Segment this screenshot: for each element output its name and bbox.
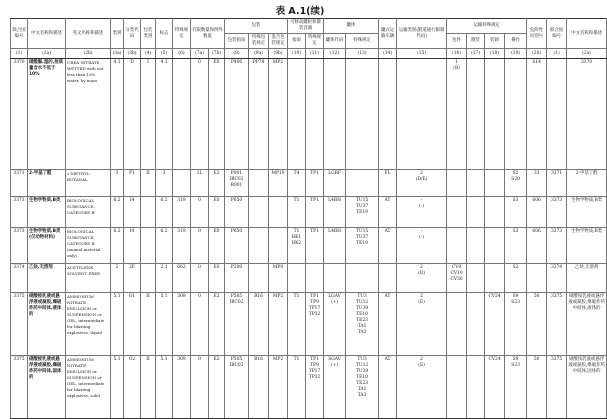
table-cell: 3 bbox=[111, 169, 124, 196]
table-cell: 662 bbox=[173, 263, 191, 292]
table-cell bbox=[141, 196, 156, 227]
table-cell: 309 bbox=[173, 355, 191, 418]
table-cell: MP2 bbox=[269, 59, 288, 170]
table-cell: II bbox=[141, 292, 156, 355]
table-cell bbox=[547, 59, 567, 170]
table-cell: 319 bbox=[173, 196, 191, 227]
header-un-no: 联合国编号 bbox=[11, 19, 28, 49]
table-row bbox=[11, 196, 607, 227]
table-cell: TP1 bbox=[306, 227, 324, 263]
table-cell: AMMONIUM NITRATE EMULSION or SUSPENSION or GEL, intermediate for blasting explosives, solid bbox=[66, 355, 111, 418]
table-cell: 3373 bbox=[11, 227, 28, 263]
table-cell bbox=[485, 169, 505, 196]
table-cell: 4.1 bbox=[111, 59, 124, 170]
table-cell: 3375 bbox=[547, 292, 567, 355]
table-cell bbox=[447, 169, 467, 196]
table-cell: TP1 bbox=[306, 196, 324, 227]
table-cell bbox=[447, 196, 467, 227]
table-row bbox=[11, 263, 607, 292]
table-cell-tank-special: TU3 TU12 TU39 TE10 TE23 TA1 TA3 bbox=[346, 292, 379, 355]
table-cell: 3374 bbox=[11, 263, 28, 292]
table-cell: S2 bbox=[505, 263, 527, 292]
header-pack-special: 特殊包装规定 bbox=[249, 34, 269, 49]
header-tank-instructions: 指南 bbox=[288, 34, 306, 49]
table-cell: T4 bbox=[288, 169, 306, 196]
table-cell: ACETYLENE, SOLVENT FREE bbox=[66, 263, 111, 292]
table-cell bbox=[173, 169, 191, 196]
table-cell: 606 bbox=[527, 227, 547, 263]
table-cell: MP9 bbox=[269, 263, 288, 292]
table-cell: 6.2 bbox=[156, 227, 173, 263]
header-tank-code: 罐体代码 bbox=[324, 34, 346, 49]
header-tank-special: 特殊规定 bbox=[306, 34, 324, 49]
header-classification-code: 分类代码 bbox=[124, 19, 141, 49]
table-cell: 33 bbox=[527, 169, 547, 196]
header-un-no-2: 联合国编号 bbox=[547, 19, 567, 49]
table-cell-tank-special: TU15 TU37 TE19 bbox=[346, 227, 379, 263]
column-number: (11) bbox=[306, 49, 324, 59]
table-row bbox=[11, 59, 607, 170]
table-cell: L4BH bbox=[324, 196, 346, 227]
table-cell: 3373 bbox=[11, 196, 28, 227]
table-cell: T1 BK1 BK2 bbox=[288, 227, 306, 263]
table-cell: - (-) bbox=[397, 196, 447, 227]
table-cell bbox=[505, 59, 527, 170]
table-cell: AT bbox=[379, 292, 397, 355]
table-cell: S3 bbox=[505, 196, 527, 227]
table-cell: T1 bbox=[288, 355, 306, 418]
table-cell: TP1 TP9 TP17 TP32 bbox=[306, 355, 324, 418]
header-cn-name: 中文名称和描述 bbox=[28, 19, 66, 49]
table-cell: S2 S20 bbox=[505, 169, 527, 196]
header-operation: 操作 bbox=[505, 34, 527, 49]
table-cell-tank-special bbox=[346, 59, 379, 170]
table-cell bbox=[527, 263, 547, 292]
column-number: (6) bbox=[173, 49, 191, 59]
header-transport-category: 运输类别(隧道通行限制代码) bbox=[397, 19, 447, 49]
header-class: 类别 bbox=[111, 19, 124, 49]
table-row bbox=[11, 169, 607, 196]
table-cell: SGAV (+) bbox=[324, 355, 346, 418]
column-number: (4) bbox=[141, 49, 156, 59]
column-number: (12) bbox=[324, 49, 346, 59]
table-cell: 0 bbox=[191, 227, 209, 263]
table-cell: AMMONIUM NITRATE EMULSION or SUSPENSION or GEL, intermediate for blasting explosives, liquid bbox=[66, 292, 111, 355]
table-cell bbox=[141, 227, 156, 263]
column-number: (19) bbox=[505, 49, 527, 59]
header-hazard-id: 危险性识别号 bbox=[527, 19, 547, 49]
table-cell: TP1 TP9 TP17 TP32 bbox=[306, 292, 324, 355]
table-cell bbox=[269, 227, 288, 263]
table-cell: 2 (D) bbox=[397, 263, 447, 292]
table-cell: LGAV (+) bbox=[324, 292, 346, 355]
header-packages: 包件 bbox=[447, 34, 467, 49]
table-cell: MP2 bbox=[269, 355, 288, 418]
table-cell bbox=[249, 169, 269, 196]
table-cell: P505 IBC02 bbox=[225, 292, 249, 355]
table-cell: 2 (E) bbox=[397, 292, 447, 355]
table-cell bbox=[379, 263, 397, 292]
column-number: (18) bbox=[485, 49, 505, 59]
table-cell: O1 bbox=[124, 292, 141, 355]
header-packing-group: 包装类别 bbox=[141, 19, 156, 49]
table-cell: 3371 bbox=[547, 169, 567, 196]
table-cell: AT bbox=[379, 227, 397, 263]
dangerous-goods-table bbox=[10, 18, 607, 419]
table-cell: 硝酸铵乳液或悬浮液或凝胶,爆破炸药中间体,液体的 bbox=[28, 292, 66, 355]
table-cell bbox=[467, 292, 485, 355]
table-cell: 0 bbox=[191, 59, 209, 170]
table-cell: 2 (D/E) bbox=[397, 169, 447, 196]
column-number: (17) bbox=[467, 49, 485, 59]
table-cell: 3373 bbox=[547, 196, 567, 227]
table-cell: 0 bbox=[191, 263, 209, 292]
header-pack-instructions: 包装指南 bbox=[225, 34, 249, 49]
table-cell: 319 bbox=[173, 227, 191, 263]
table-cell: FL bbox=[379, 169, 397, 196]
table-cell: 2-METHYL-BUTANAL bbox=[66, 169, 111, 196]
table-cell: LGBF bbox=[324, 169, 346, 196]
table-cell: 3375 bbox=[11, 292, 28, 355]
table-cell: E0 bbox=[209, 227, 225, 263]
page-title: 表 A.1(续) bbox=[275, 6, 325, 17]
table-cell: 3374 bbox=[547, 263, 567, 292]
table-cell: 2.1 bbox=[156, 263, 173, 292]
column-number: (3b) bbox=[124, 49, 141, 59]
table-cell bbox=[249, 196, 269, 227]
column-number: (3a) bbox=[111, 49, 124, 59]
table-cell bbox=[485, 227, 505, 263]
table-cell: 2-甲基丁醛 bbox=[567, 169, 607, 196]
table-cell: O2 bbox=[124, 355, 141, 418]
table-cell bbox=[485, 263, 505, 292]
table-cell: MP19 bbox=[269, 169, 288, 196]
table-cell: II bbox=[141, 169, 156, 196]
table-cell: 50 bbox=[527, 355, 547, 418]
table-cell: 硝酸铵乳液或悬浮液或凝胶,爆破炸药中间体,固体的 bbox=[28, 355, 66, 418]
table-cell: 2 (E) bbox=[397, 355, 447, 418]
table-cell: 5.1 bbox=[156, 355, 173, 418]
table-cell: I4 bbox=[124, 227, 141, 263]
table-cell: 6.2 bbox=[156, 196, 173, 227]
header-portable-tanks: 可移动罐柜和散装容器 bbox=[288, 19, 324, 34]
table-cell bbox=[447, 355, 467, 418]
table-cell: S9 S23 bbox=[505, 292, 527, 355]
table-cell-tank-special: TU15 TU37 TE19 bbox=[346, 196, 379, 227]
table-cell: 2-甲基丁醛 bbox=[28, 169, 66, 196]
table-cell: 3373 bbox=[547, 227, 567, 263]
table-cell: 乙炔,无溶剂 bbox=[28, 263, 66, 292]
table-cell: S14 bbox=[527, 59, 547, 170]
table-cell: - (-) bbox=[397, 227, 447, 263]
table-cell: 生物学物质,B类(仅动物材料) bbox=[28, 227, 66, 263]
table-cell bbox=[288, 59, 306, 170]
table-cell bbox=[467, 355, 485, 418]
table-cell: E2 bbox=[209, 169, 225, 196]
table-cell: 3 bbox=[156, 169, 173, 196]
table-cell bbox=[306, 263, 324, 292]
header-bulk: 散装 bbox=[467, 34, 485, 49]
table-cell bbox=[447, 292, 467, 355]
table-cell bbox=[467, 196, 485, 227]
table-cell bbox=[467, 59, 485, 170]
table-cell bbox=[397, 59, 447, 170]
table-cell: S3 bbox=[505, 227, 527, 263]
table-cell: 生物学物质,B类 bbox=[28, 196, 66, 227]
table-cell: MP2 bbox=[269, 292, 288, 355]
table-cell: P505 IBC02 bbox=[225, 355, 249, 418]
table-cell bbox=[324, 263, 346, 292]
header-tank-special-2: 特殊规定 bbox=[346, 34, 379, 49]
table-cell: 0 bbox=[191, 196, 209, 227]
column-number: (7b) bbox=[209, 49, 225, 59]
table-row bbox=[11, 227, 607, 263]
table-cell-tank-special bbox=[346, 169, 379, 196]
table-cell: 2 bbox=[111, 263, 124, 292]
table-cell: CV24 bbox=[485, 292, 505, 355]
table-cell: BIOLOGICAL SUBSTANCE, CATEGORY B (animal material only) bbox=[66, 227, 111, 263]
header-loading: 装卸 bbox=[485, 34, 505, 49]
table-cell bbox=[141, 263, 156, 292]
column-number: (10) bbox=[288, 49, 306, 59]
table-cell: 4.1 bbox=[156, 59, 173, 170]
table-cell: 5.1 bbox=[156, 292, 173, 355]
table-cell-tank-special bbox=[346, 263, 379, 292]
table-cell bbox=[249, 227, 269, 263]
table-cell: 3370 bbox=[11, 59, 28, 170]
column-number: (13) bbox=[346, 49, 379, 59]
table-cell: 2F bbox=[124, 263, 141, 292]
header-limited-quantities: 有限数量和例外数量 bbox=[191, 19, 225, 49]
table-cell: TP1 bbox=[306, 169, 324, 196]
table-cell: 3370 bbox=[567, 59, 607, 170]
column-number: (2b) bbox=[66, 49, 111, 59]
column-number: (15) bbox=[397, 49, 447, 59]
table-cell-tank-special: TU3 TU12 TU39 TE10 TE23 TA1 TA3 bbox=[346, 355, 379, 418]
column-number: (5) bbox=[156, 49, 173, 59]
header-special-transport: 运输特殊规定 bbox=[447, 19, 527, 34]
table-cell: 3375 bbox=[547, 355, 567, 418]
column-number: (2a) bbox=[28, 49, 66, 59]
table-cell: CV9 CV10 CV36 bbox=[447, 263, 467, 292]
column-number: (16) bbox=[447, 49, 467, 59]
header-en-name: 英文名称和描述 bbox=[66, 19, 111, 49]
table-cell: F1 bbox=[124, 169, 141, 196]
table-cell: 1 (B) bbox=[447, 59, 467, 170]
table-cell: 6.2 bbox=[111, 227, 124, 263]
table-cell: 1L bbox=[191, 169, 209, 196]
table-cell: UREA NITRATE, WETTED with not less than 10% water, by mass bbox=[66, 59, 111, 170]
table-cell: 6.2 bbox=[111, 196, 124, 227]
table-cell: S9 S23 bbox=[505, 355, 527, 418]
table-cell bbox=[467, 227, 485, 263]
table-cell bbox=[379, 59, 397, 170]
table-cell: E0 bbox=[209, 59, 225, 170]
table-cell: 硝酸铵乳液或悬浮液或凝胶,爆破炸药中间体,固体的 bbox=[567, 355, 607, 418]
column-number: (8) bbox=[225, 49, 249, 59]
table-cell: E2 bbox=[209, 292, 225, 355]
header-special-provisions: 特殊规定 bbox=[173, 19, 191, 49]
table-cell: L4BH bbox=[324, 227, 346, 263]
table-cell: 乙炔,无溶剂 bbox=[567, 263, 607, 292]
table-cell: 硝酸脲,湿的,按质量含水不低于10% bbox=[28, 59, 66, 170]
table-cell: P650 bbox=[225, 227, 249, 263]
header-packagings: 包装 bbox=[225, 19, 288, 34]
table-cell: 309 bbox=[173, 292, 191, 355]
table-cell: AT bbox=[379, 355, 397, 418]
header-mixed-packing: 混合包装规定 bbox=[269, 34, 288, 49]
table-cell bbox=[467, 169, 485, 196]
table-cell: 0 bbox=[191, 292, 209, 355]
table-cell: I4 bbox=[124, 196, 141, 227]
header-vehicle: 罐式运输车辆 bbox=[379, 19, 397, 49]
column-number: (14) bbox=[379, 49, 397, 59]
table-cell: CV24 bbox=[485, 355, 505, 418]
table-cell: T1 bbox=[288, 196, 306, 227]
table-cell bbox=[467, 263, 485, 292]
table-cell: 50 bbox=[527, 292, 547, 355]
column-number: (20) bbox=[527, 49, 547, 59]
column-number: (9a) bbox=[249, 49, 269, 59]
header-cn-name-2: 中文名称和描述 bbox=[567, 19, 607, 49]
table-cell bbox=[485, 59, 505, 170]
header-tanks: 罐体 bbox=[324, 19, 379, 34]
column-number: (1) bbox=[547, 49, 567, 59]
table-cell: B16 bbox=[249, 292, 269, 355]
table-cell bbox=[447, 227, 467, 263]
table-cell bbox=[324, 59, 346, 170]
table-cell: II bbox=[141, 355, 156, 418]
table-cell: P200 bbox=[225, 263, 249, 292]
table-cell: 硝酸铵乳液或悬浮液或凝胶,爆破炸药中间体,液体的 bbox=[567, 292, 607, 355]
table-cell: P650 bbox=[225, 196, 249, 227]
table-row bbox=[11, 292, 607, 355]
table-cell: 5.1 bbox=[111, 292, 124, 355]
table-cell: P406 bbox=[225, 59, 249, 170]
table-cell: D bbox=[124, 59, 141, 170]
table-cell bbox=[485, 196, 505, 227]
table-cell bbox=[288, 263, 306, 292]
column-number: (9b) bbox=[269, 49, 288, 59]
column-number: (7a) bbox=[191, 49, 209, 59]
table-cell: 5.1 bbox=[111, 355, 124, 418]
table-cell bbox=[249, 263, 269, 292]
table-cell: T1 bbox=[288, 292, 306, 355]
table-cell: B16 bbox=[249, 355, 269, 418]
table-cell: 3375 bbox=[11, 355, 28, 418]
table-cell: 生物学物质,B类 bbox=[567, 196, 607, 227]
table-cell: AT bbox=[379, 196, 397, 227]
table-cell: 606 bbox=[527, 196, 547, 227]
header-labels: 标志 bbox=[156, 19, 173, 49]
table-cell: 0 bbox=[191, 355, 209, 418]
table-cell: E2 bbox=[209, 355, 225, 418]
table-cell bbox=[173, 59, 191, 170]
table-row bbox=[11, 355, 607, 418]
table-cell: I bbox=[141, 59, 156, 170]
table-cell: BIOLOGICAL SUBSTANCE, CATEGORY B bbox=[66, 196, 111, 227]
table-cell: PP78 bbox=[249, 59, 269, 170]
table-cell bbox=[306, 59, 324, 170]
table-cell: E0 bbox=[209, 263, 225, 292]
column-number: (2a) bbox=[567, 49, 607, 59]
table-cell: 生物学物质,B类 bbox=[567, 227, 607, 263]
table-cell: 3371 bbox=[11, 169, 28, 196]
table-cell: E0 bbox=[209, 196, 225, 227]
column-number: (1) bbox=[11, 49, 28, 59]
table-cell bbox=[269, 196, 288, 227]
table-cell: P001 IBC02 R001 bbox=[225, 169, 249, 196]
